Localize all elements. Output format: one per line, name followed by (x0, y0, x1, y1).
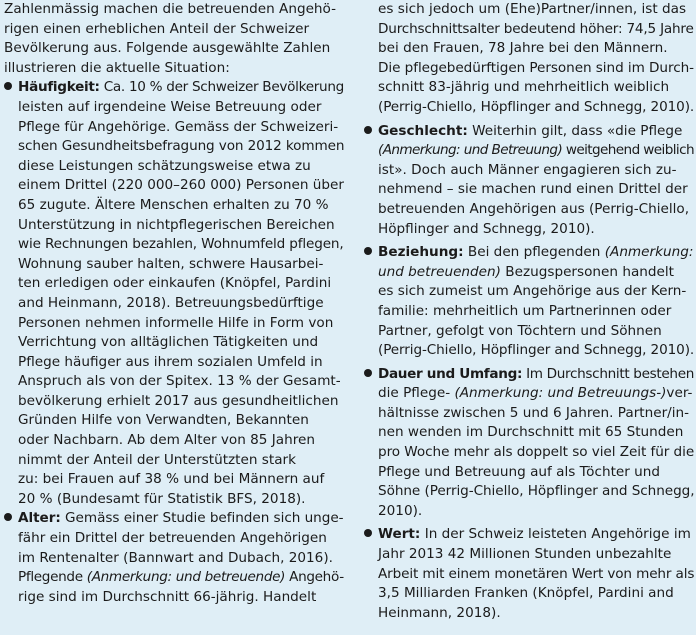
text-line: Wohnung sauber halten, schwere Hausarbei- (18, 255, 324, 272)
text-line: 3,5 Milliarden Franken (Knöpfel, Pardini and (378, 585, 674, 602)
text-span: die Pflege- (378, 385, 455, 402)
text-line (364, 263, 694, 283)
text-line: (Perrig-Chiello, Höpflinger and Schnegg, 2010). (378, 98, 695, 115)
text-line: nen wenden im Durchschnitt mit 65 Stunden (378, 424, 684, 441)
bullet-label: Häufigkeit: (18, 79, 100, 96)
left-column (4, 0, 344, 607)
text-line: familie: mehrheitlich um Partnerinnen oder (378, 302, 672, 319)
text-line: im Rentenalter (Bannwart and Dubach, 2016). (18, 549, 333, 566)
text-line (364, 384, 694, 404)
bullet-alter (4, 509, 344, 607)
bullet-label: Alter: (18, 510, 61, 527)
bullet-icon (364, 529, 372, 537)
intro-line: illustrieren die aktuelle Situation: (4, 59, 230, 76)
right-column (364, 0, 694, 623)
text-line: ten erledigen oder einkaufen (Knöpfel, Pardini (18, 275, 332, 292)
text-line: wie Rechnungen bezahlen, Wohnumfeld pflegen, (18, 236, 344, 253)
text-line: Höpflinger and Schnegg, 2010). (378, 220, 595, 237)
text-line: Söhne (Perrig-Chiello, Höpflinger and Schnegg, (378, 483, 695, 500)
bullet-label: Wert: (378, 526, 421, 543)
bullet-text: Im Durchschnitt bestehen (522, 365, 695, 382)
intro-line: Zahlenmässig machen die betreuenden Angehö- (4, 1, 337, 17)
text-line: es sich zumeist um Angehörige aus der Kern- (378, 283, 687, 300)
text-line: bei den Frauen, 78 Jahre bei den Männern. (378, 40, 668, 57)
text-line: Pflege für Angehörige. Gemäss der Schweizeri- (18, 118, 339, 135)
italic-note: und betreuenden) (378, 263, 501, 280)
text-line: 20 % (Bundesamt für Statistik BFS, 2018). (18, 490, 306, 507)
text-line (364, 141, 694, 161)
text-line: Arbeit mit einem monetären Wert von mehr als (378, 565, 695, 582)
bullet-beziehung (364, 243, 694, 361)
text-line: ist». Doch auch Männer engagieren sich zu- (378, 161, 677, 178)
text-line: oder Nachbarn. Ab dem Alter von 85 Jahren (18, 432, 315, 449)
bullet-geschlecht (364, 122, 694, 240)
text-line: bevölkerung erhielt 2017 aus gesundheitlichen (18, 392, 339, 409)
text-line: Anspruch als von der Spitex. 13 % der Gesamt- (18, 373, 341, 390)
bullet-wert (364, 525, 694, 623)
text-line: betreuenden Angehörigen aus (Perrig-Chiello, (378, 200, 690, 217)
bullet-text: Bei den pflegenden (463, 244, 605, 261)
text-line: Partner, gefolgt von Töchtern und Söhnen (378, 322, 662, 339)
text-line: Gründen Hilfe von Verwandten, Bekannten (18, 412, 309, 429)
text-line: Pflege häufiger aus ihrem sozialen Umfeld in (18, 353, 323, 370)
text-span: Angehö- (285, 569, 344, 586)
text-line: leisten auf irgendeine Weise Betreuung oder (18, 98, 322, 115)
text-span: weitgehend weiblich (562, 142, 694, 159)
italic-note: (Anmerkung: und betreuende) (86, 569, 286, 586)
text-line (4, 568, 344, 588)
intro-line: Bevölkerung aus. Folgende ausgewählte Zahlen (4, 40, 331, 57)
bullet-icon (364, 126, 372, 134)
text-line: 2010). (378, 502, 423, 519)
text-line: Heinmann, 2018). (378, 604, 501, 621)
text-line: Jahr 2013 42 Millionen Stunden unbezahlte (378, 546, 672, 563)
bullet-text: In der Schweiz leisteten Angehörige im (420, 526, 691, 543)
text-span: Bezugspersonen handelt (500, 263, 674, 280)
text-line: es sich jedoch um (Ehe)Partner/innen, ist das (378, 1, 687, 17)
bullet-label: Beziehung: (378, 244, 464, 261)
text-line: zu: bei Frauen auf 38 % und bei Männern auf (18, 471, 325, 488)
bullet-haeufigkeit (4, 78, 344, 509)
bullet-label: Geschlecht: (378, 122, 468, 139)
text-line: 65 zugute. Ältere Menschen erhalten zu 70 % (18, 196, 329, 213)
intro-line: rigen einen erheblichen Anteil der Schweizer (4, 20, 310, 37)
bullet-icon (364, 247, 372, 255)
text-line: rige sind im Durchschnitt 66-jährig. Handelt (18, 588, 317, 605)
text-line: nehmend – sie machen rund einen Drittel der (378, 181, 688, 198)
text-line: Die pflegebedürftigen Personen sind im Durch- (378, 59, 694, 76)
bullet-text: Weiterhin gilt, dass «die Pflege (467, 122, 683, 139)
text-line: Durchschnittsalter bedeutend höher: 74,5 Jahre (378, 20, 694, 37)
text-line: Pflege und Betreuung auf als Töchter und (378, 463, 661, 480)
text-line: hältnisse zwischen 5 und 6 Jahren. Partner/in- (378, 404, 690, 421)
text-line: and Heinmann, 2018). Betreuungsbedürftige (18, 294, 324, 311)
text-line: pro Woche mehr als doppelt so viel Zeit für die (378, 444, 695, 461)
text-line: Verrichtung von alltäglichen Tätigkeiten und (18, 334, 319, 351)
text-line: (Perrig-Chiello, Höpflinger and Schnegg, 2010). (378, 342, 695, 359)
text-line: schnitt 83-jährig und mehrheitlich weiblich (378, 79, 670, 96)
bullet-dauer-und-umfang (364, 365, 694, 522)
text-line: Unterstützung in nichtpflegerischen Bereichen (18, 216, 335, 233)
text-line: nimmt der Anteil der Unterstützten stark (18, 451, 296, 468)
alter-continuation (364, 0, 694, 118)
italic-note: (Anmerkung: und Betreuungs-) (454, 385, 667, 402)
bullet-text: Ca. 10 % der Schweizer Bevölkerung (99, 79, 344, 96)
bullet-icon (4, 513, 12, 521)
italic-note: (Anmerkung: (604, 244, 694, 261)
italic-note: (Anmerkung: und Betreuung) (378, 142, 563, 159)
text-span: ver- (666, 385, 693, 402)
text-line: einem Drittel (220 000–260 000) Personen über (18, 177, 344, 194)
bullet-icon (364, 369, 372, 377)
intro-paragraph (4, 0, 344, 78)
bullet-icon (4, 82, 12, 90)
bullet-label: Dauer und Umfang: (378, 365, 523, 382)
text-line: Personen nehmen informelle Hilfe in Form von (18, 314, 334, 331)
text-span: Pflegende (18, 569, 87, 586)
bullet-text: Gemäss einer Studie befinden sich unge- (60, 510, 344, 527)
text-line: diese Leistungen schätzungsweise etwa zu (18, 157, 311, 174)
text-line: fähr ein Drittel der betreuenden Angehörigen (18, 530, 327, 547)
text-line: schen Gesundheitsbefragung von 2012 kommen (18, 138, 345, 155)
